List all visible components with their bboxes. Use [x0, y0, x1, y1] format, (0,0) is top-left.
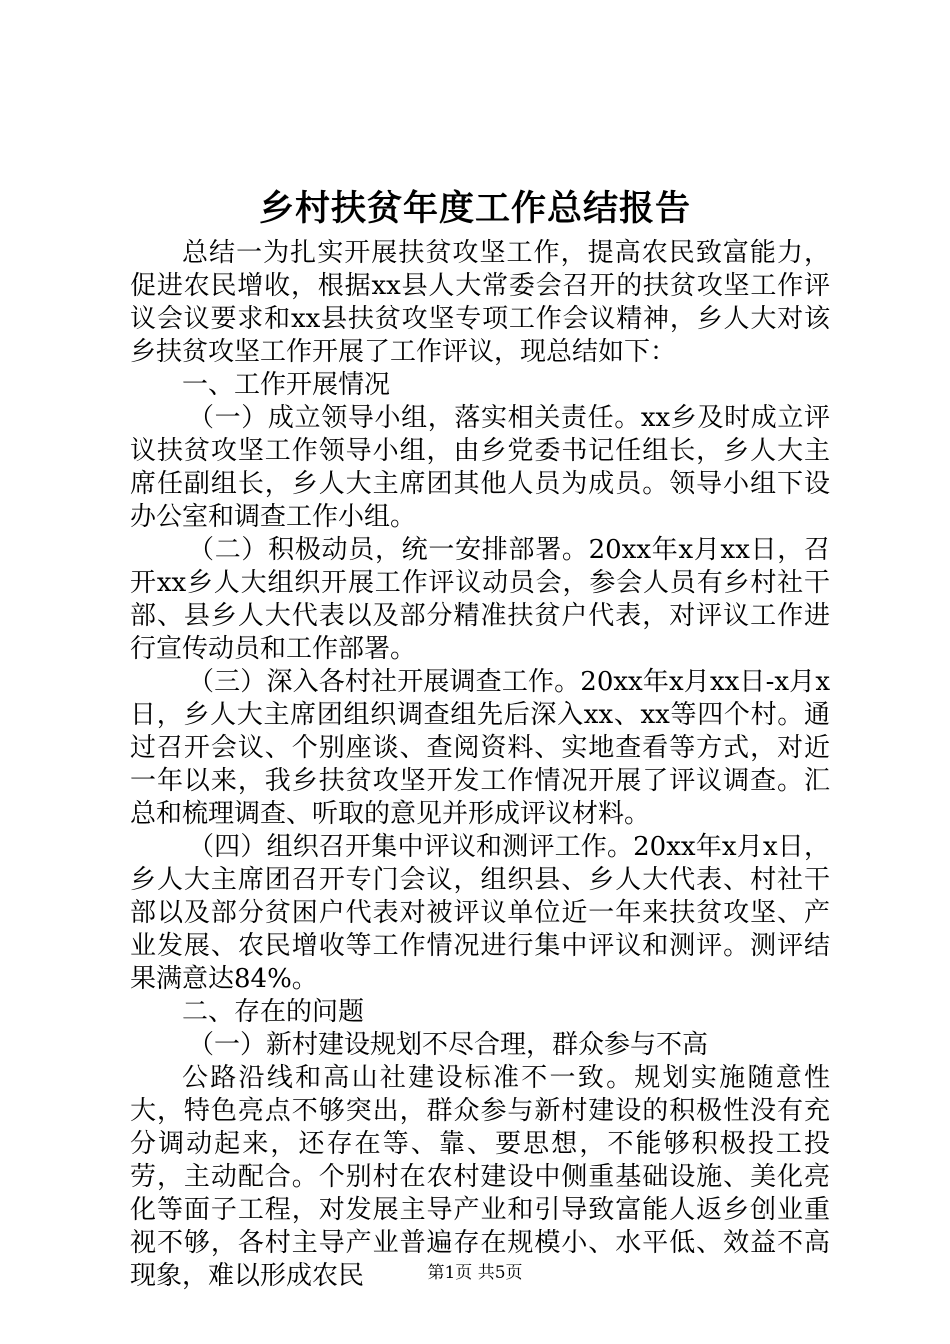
paragraph-intro: 总结一为扎实开展扶贫攻坚工作，提高农民致富能力，促进农民增收，根据xx县人大常委会召开的扶贫攻坚工作评议会议要求和xx县扶贫攻坚专项工作会议精神，乡人大对该乡扶贫攻坚工作开展了工作评议，现总结如下： [130, 238, 830, 367]
page-footer: 第1页 共5页 [427, 1263, 523, 1283]
paragraph-1-4: （四）组织召开集中评议和测评工作。20xx年x月x日，乡人大主席团召开专门会议，组织县、乡人大代表、村社干部以及部分贫困户代表对被评议单位近一年来扶贫攻坚、产业发展、农民增收等工作情况进行集中评议和测评。测评结果满意达84%。 [130, 832, 830, 994]
paragraph-2-1: 公路沿线和高山社建设标准不一致。规划实施随意性大，特色亮点不够突出，群众参与新村建设的积极性没有充分调动起来，还存在等、靠、要思想，不能够积极投工投劳，主动配合。个别村在农村建设中侧重基础设施、美化亮化等面子工程，对发展主导产业和引导致富能人返乡创业重视不够，各村主导产业普遍存在规模小、水平低、效益不高现象，难以形成农民 [130, 1063, 830, 1291]
subheading-2-1: （一）新村建设规划不尽合理，群众参与不高 [188, 1030, 709, 1060]
section-heading-1: 一、工作开展情况 [182, 370, 391, 400]
paragraph-1-1: （一）成立领导小组，落实相关责任。xx乡及时成立评议扶贫攻坚工作领导小组，由乡党委书记任组长，乡人大主席任副组长，乡人大主席团其他人员为成员。领导小组下设办公室和调查工作小组。 [130, 403, 830, 532]
section-heading-2: 二、存在的问题 [182, 997, 365, 1027]
document-body [130, 237, 830, 1293]
page-title: 乡村扶贫年度工作总结报告 [258, 188, 691, 229]
paragraph-1-2: （二）积极动员，统一安排部署。20xx年x月xx日，召开xx乡人大组织开展工作评议动员会，参会人员有乡村社干部、县乡人大代表以及部分精准扶贫户代表，对评议工作进行宣传动员和工作部署。 [130, 535, 830, 664]
paragraph-1-3: （三）深入各村社开展调查工作。20xx年x月xx日-x月x日，乡人大主席团组织调查组先后深入xx、xx等四个村。通过召开会议、个别座谈、查阅资料、实地查看等方式，对近一年以来，我乡扶贫攻坚开发工作情况开展了评议调查。汇总和梳理调查、听取的意见并形成评议材料。 [130, 667, 830, 829]
